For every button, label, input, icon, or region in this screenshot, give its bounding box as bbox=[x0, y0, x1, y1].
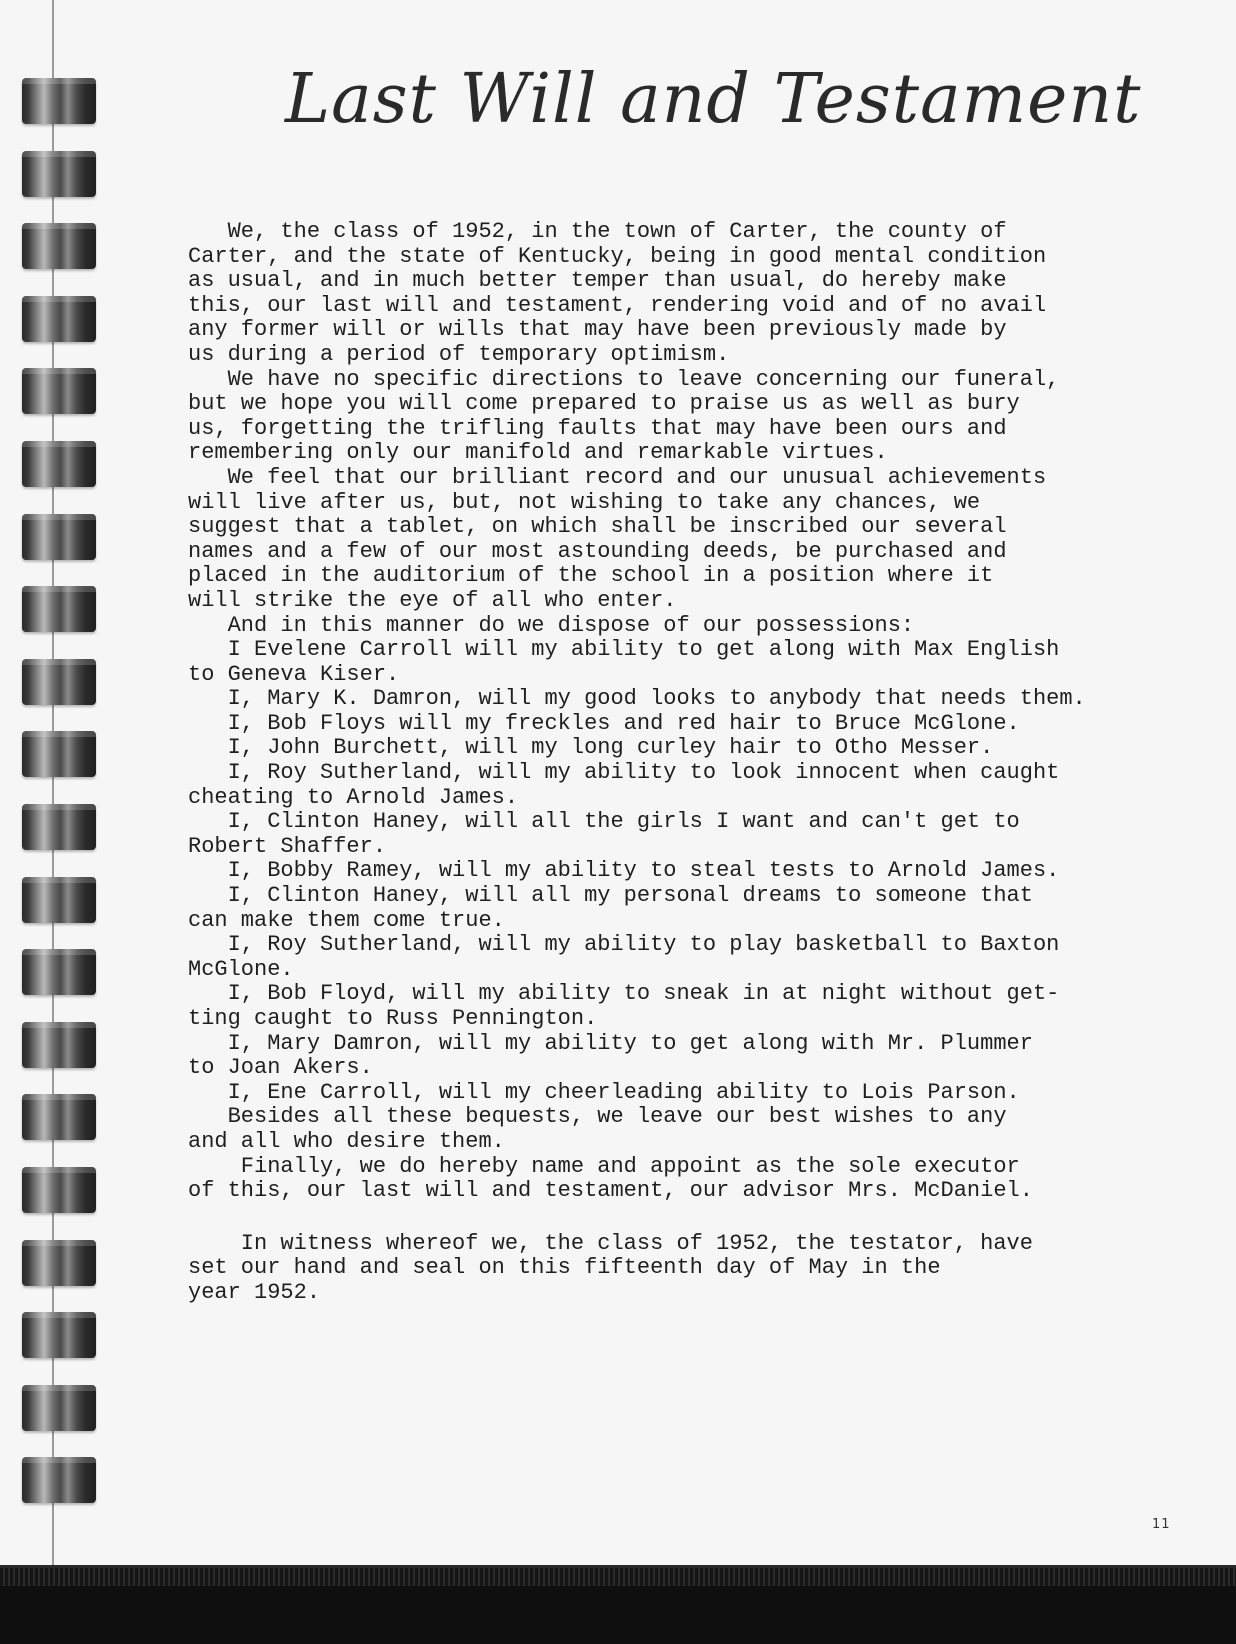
text-line: We feel that our brilliant record and our unusual achievements bbox=[188, 464, 1047, 490]
text-line: and all who desire them. bbox=[188, 1128, 505, 1154]
text-line: I, Bob Floys will my freckles and red hair to Bruce McGlone. bbox=[188, 710, 1020, 736]
text-line: set our hand and seal on this fifteenth day of May in the bbox=[188, 1255, 941, 1281]
text-line: I, Bob Floyd, will my ability to sneak in at night without get- bbox=[188, 981, 1060, 1007]
text-line: placed in the auditorium of the school in a position where it bbox=[188, 563, 994, 589]
text-line: I, Mary Damron, will my ability to get along with Mr. Plummer bbox=[188, 1030, 1033, 1056]
text-line: as usual, and in much better temper than usual, do hereby make bbox=[188, 268, 1007, 294]
text-line: Carter, and the state of Kentucky, being in good mental condition bbox=[188, 243, 1047, 269]
binding-ring bbox=[22, 1022, 96, 1068]
page-number: 11 bbox=[1152, 1517, 1171, 1532]
text-line: of this, our last will and testament, our advisor Mrs. McDaniel. bbox=[188, 1178, 1033, 1204]
paragraph-gap bbox=[188, 1204, 1188, 1232]
binding-ring bbox=[22, 877, 96, 923]
text-line: I Evelene Carroll will my ability to get along with Max English bbox=[188, 637, 1060, 663]
binding-ring bbox=[22, 1385, 96, 1431]
text-line: In witness whereof we, the class of 1952, the testator, have bbox=[188, 1230, 1033, 1256]
binding-ring bbox=[22, 1094, 96, 1140]
text-line: cheating to Arnold James. bbox=[188, 784, 519, 810]
text-line: any former will or wills that may have been previously made by bbox=[188, 317, 1007, 343]
text-line: I, John Burchett, will my long curley hair to Otho Messer. bbox=[188, 735, 994, 761]
text-line: I, Ene Carroll, will my cheerleading ability to Lois Parson. bbox=[188, 1079, 1020, 1105]
text-line: I, Roy Sutherland, will my ability to look innocent when caught bbox=[188, 760, 1060, 786]
binding-ring bbox=[22, 441, 96, 487]
binding-ring bbox=[22, 151, 96, 197]
text-line: will live after us, but, not wishing to take any chances, we bbox=[188, 489, 981, 515]
will-paragraphs bbox=[188, 220, 1188, 1204]
text-line: can make them come true. bbox=[188, 907, 505, 933]
spiral-binding bbox=[0, 0, 110, 1565]
text-line: I, Clinton Haney, will all my personal dreams to someone that bbox=[188, 883, 1033, 909]
text-line: will strike the eye of all who enter. bbox=[188, 587, 677, 613]
text-line: Finally, we do hereby name and appoint as the sole executor bbox=[188, 1153, 1020, 1179]
text-line: this, our last will and testament, rendering void and of no avail bbox=[188, 292, 1047, 318]
text-line: I, Roy Sutherland, will my ability to play basketball to Baxton bbox=[188, 932, 1060, 958]
binding-ring bbox=[22, 659, 96, 705]
witness-clause bbox=[188, 1232, 1188, 1306]
binding-ring bbox=[22, 514, 96, 560]
binding-ring bbox=[22, 949, 96, 995]
text-line: names and a few of our most astounding deeds, be purchased and bbox=[188, 538, 1007, 564]
binding-ring bbox=[22, 1312, 96, 1358]
text-line: year 1952. bbox=[188, 1279, 321, 1305]
scan-edge-bar bbox=[0, 1565, 1236, 1644]
binding-ring bbox=[22, 368, 96, 414]
text-line: We, the class of 1952, in the town of Carter, the county of bbox=[188, 219, 1007, 244]
text-line: to Geneva Kiser. bbox=[188, 661, 400, 687]
text-line: I, Mary K. Damron, will my good looks to anybody that needs them. bbox=[188, 686, 1086, 712]
text-line: us during a period of temporary optimism. bbox=[188, 341, 730, 367]
text-line: McGlone. bbox=[188, 956, 294, 982]
binding-ring bbox=[22, 78, 96, 124]
text-line: I, Clinton Haney, will all the girls I want and can't get to bbox=[188, 809, 1020, 835]
text-line: Besides all these bequests, we leave our best wishes to any bbox=[188, 1104, 1007, 1130]
text-line: And in this manner do we dispose of our possessions: bbox=[188, 612, 915, 638]
text-line: but we hope you will come prepared to praise us as well as bury bbox=[188, 391, 1020, 417]
will-text bbox=[188, 220, 1188, 1306]
binding-ring bbox=[22, 586, 96, 632]
binding-ring bbox=[22, 1457, 96, 1503]
text-line: remembering only our manifold and remarkable virtues. bbox=[188, 440, 888, 466]
binding-ring bbox=[22, 1167, 96, 1213]
text-line: us, forgetting the trifling faults that may have been ours and bbox=[188, 415, 1007, 441]
binding-ring bbox=[22, 804, 96, 850]
text-line: We have no specific directions to leave concerning our funeral, bbox=[188, 366, 1060, 392]
binding-ring bbox=[22, 296, 96, 342]
binding-ring bbox=[22, 223, 96, 269]
text-line: suggest that a tablet, on which shall be inscribed our several bbox=[188, 514, 1007, 540]
binding-ring bbox=[22, 731, 96, 777]
binding-ring bbox=[22, 1240, 96, 1286]
text-line: I, Bobby Ramey, will my ability to steal tests to Arnold James. bbox=[188, 858, 1060, 884]
text-line: ting caught to Russ Pennington. bbox=[188, 1006, 598, 1031]
text-line: to Joan Akers. bbox=[188, 1055, 373, 1081]
text-line: Robert Shaffer. bbox=[188, 833, 387, 859]
page-title: Last Will and Testament bbox=[285, 60, 1142, 139]
